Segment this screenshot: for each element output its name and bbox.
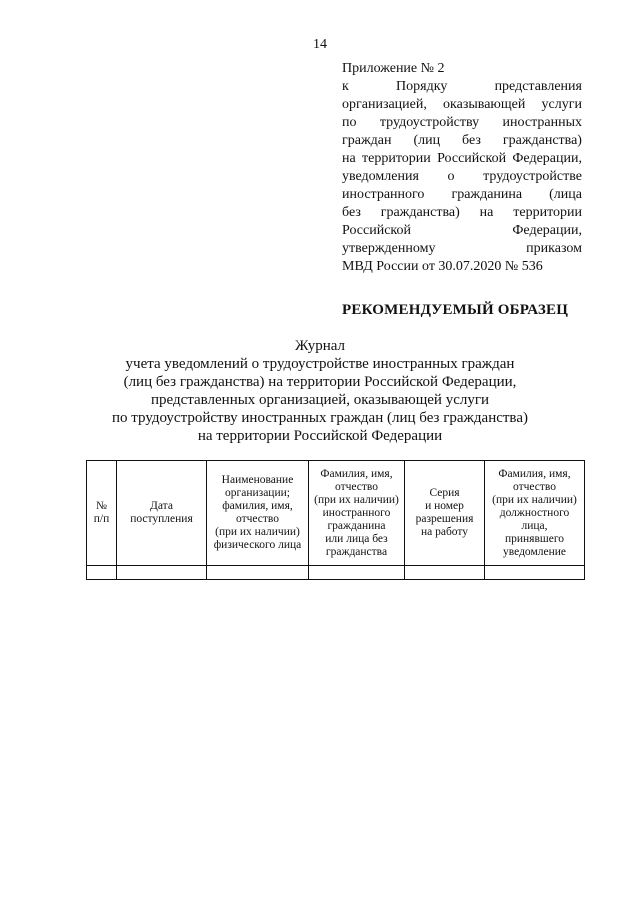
- appendix-line-6: [342, 150, 582, 168]
- journal-title: [0, 337, 640, 445]
- header-official-line: (при их наличии): [492, 493, 577, 506]
- journal-title-line-5: по трудоустройству иностранных граждан (лиц без гражданства): [112, 410, 528, 426]
- appendix-line-9: [342, 204, 582, 222]
- appendix-line-7: [342, 168, 582, 186]
- appendix-word: организацией,: [342, 97, 427, 112]
- header-organization-line: фамилия, имя,: [222, 500, 293, 512]
- header-organization-line: организации;: [225, 487, 290, 499]
- table-cell: [309, 566, 405, 580]
- header-official-line: лица,: [521, 519, 548, 532]
- table-cell: [405, 566, 485, 580]
- appendix-word: уведомления: [342, 169, 419, 184]
- header-work-permit-line: Серия: [429, 487, 460, 499]
- journal-title-line-3: (лиц без гражданства) на территории Российской Федерации,: [123, 374, 517, 390]
- page-number: 14: [313, 37, 327, 52]
- header-work-permit-line: на работу: [420, 526, 469, 538]
- header-foreign-citizen-line: гражданина: [327, 519, 386, 532]
- header-work-permit: [405, 461, 485, 566]
- appendix-line-4: [342, 114, 582, 132]
- header-foreign-citizen-line: отчество: [334, 480, 379, 493]
- appendix-word: трудоустройстве: [483, 169, 582, 184]
- appendix-word: Российской: [342, 223, 411, 238]
- appendix-word: гражданства): [380, 205, 460, 220]
- table-cell: [87, 566, 117, 580]
- appendix-word: представления: [494, 79, 582, 94]
- appendix-line-3: [342, 96, 582, 114]
- journal-title-line-2: учета уведомлений о трудоустройстве иностранных граждан: [125, 356, 515, 372]
- journal-title-line-6: на территории Российской Федерации: [197, 428, 443, 444]
- header-foreign-citizen-line: иностранного: [322, 506, 391, 519]
- appendix-word: приказом: [526, 241, 582, 256]
- header-foreign-citizen-line: (при их наличии): [314, 493, 399, 506]
- appendix-word: о: [447, 169, 455, 184]
- appendix-word: без: [462, 133, 481, 148]
- appendix-word: гражданства): [502, 133, 582, 148]
- table-cell: [485, 566, 585, 580]
- appendix-word: без: [342, 205, 361, 220]
- table-row: [87, 566, 585, 580]
- appendix-word: трудоустройству: [379, 115, 480, 130]
- appendix-line-10: [342, 222, 582, 240]
- header-official-line: отчество: [512, 480, 557, 493]
- header-organization-line: (при их наличии): [215, 526, 300, 538]
- appendix-word: территории: [362, 151, 431, 166]
- header-official-line: Фамилия, имя,: [498, 467, 571, 480]
- header-number-line: п/п: [93, 513, 110, 525]
- header-organization-line: отчество: [235, 513, 280, 525]
- journal-table: [86, 460, 585, 580]
- appendix-line-11: [342, 240, 582, 258]
- appendix-word: граждан: [342, 133, 392, 148]
- appendix-word: иностранных: [502, 115, 582, 130]
- appendix-word: Федерации,: [512, 223, 582, 238]
- journal-title-line-4: представленных организацией, оказывающей услуги: [150, 392, 490, 408]
- table-cell: [207, 566, 309, 580]
- appendix-line-1: Приложение № 2: [342, 61, 445, 76]
- header-organization: [207, 461, 309, 566]
- appendix-word: Порядку: [396, 79, 448, 94]
- appendix-word: утвержденному: [342, 241, 436, 256]
- header-date-line: поступления: [130, 513, 193, 525]
- appendix-word: Российской: [437, 151, 507, 166]
- appendix-word: оказывающей: [443, 97, 526, 112]
- header-number: [87, 461, 117, 566]
- journal-title-line-1: Журнал: [294, 338, 345, 354]
- table-cell: [117, 566, 207, 580]
- appendix-word: на: [342, 151, 356, 166]
- table-header-row: [87, 461, 585, 566]
- header-official-line: принявшего: [504, 532, 565, 545]
- appendix-word: территории: [513, 205, 582, 220]
- header-official-line: уведомление: [503, 545, 566, 558]
- appendix-word: иностранного: [342, 187, 425, 202]
- appendix-line-12: МВД России от 30.07.2020 № 536: [342, 259, 543, 274]
- header-work-permit-line: разрешения: [415, 513, 474, 525]
- recommended-sample-label: РЕКОМЕНДУЕМЫЙ ОБРАЗЕЦ: [342, 302, 569, 318]
- appendix-block: [342, 60, 582, 276]
- appendix-word: (лиц: [413, 133, 441, 148]
- appendix-word: гражданина: [451, 187, 523, 202]
- header-date: [117, 461, 207, 566]
- header-organization-line: Наименование: [221, 474, 294, 486]
- appendix-word: по: [342, 115, 357, 130]
- header-number-line: №: [96, 500, 107, 512]
- appendix-word: Федерации,: [512, 151, 582, 166]
- header-foreign-citizen: [309, 461, 405, 566]
- appendix-line-2: [342, 78, 582, 96]
- appendix-word: на: [479, 205, 494, 220]
- header-official-line: должностного: [499, 506, 570, 519]
- header-organization-line: физического лица: [213, 539, 302, 551]
- appendix-line-5: [342, 132, 582, 150]
- header-date-line: Дата: [150, 500, 173, 512]
- appendix-word: (лица: [549, 187, 582, 202]
- header-foreign-citizen-line: Фамилия, имя,: [320, 467, 393, 480]
- header-foreign-citizen-line: или лица без: [325, 532, 388, 545]
- header-foreign-citizen-line: гражданства: [325, 545, 388, 558]
- header-official: [485, 461, 585, 566]
- appendix-word: к: [342, 79, 349, 94]
- appendix-line-8: [342, 186, 582, 204]
- appendix-word: услуги: [541, 97, 582, 112]
- header-work-permit-line: и номер: [425, 500, 464, 512]
